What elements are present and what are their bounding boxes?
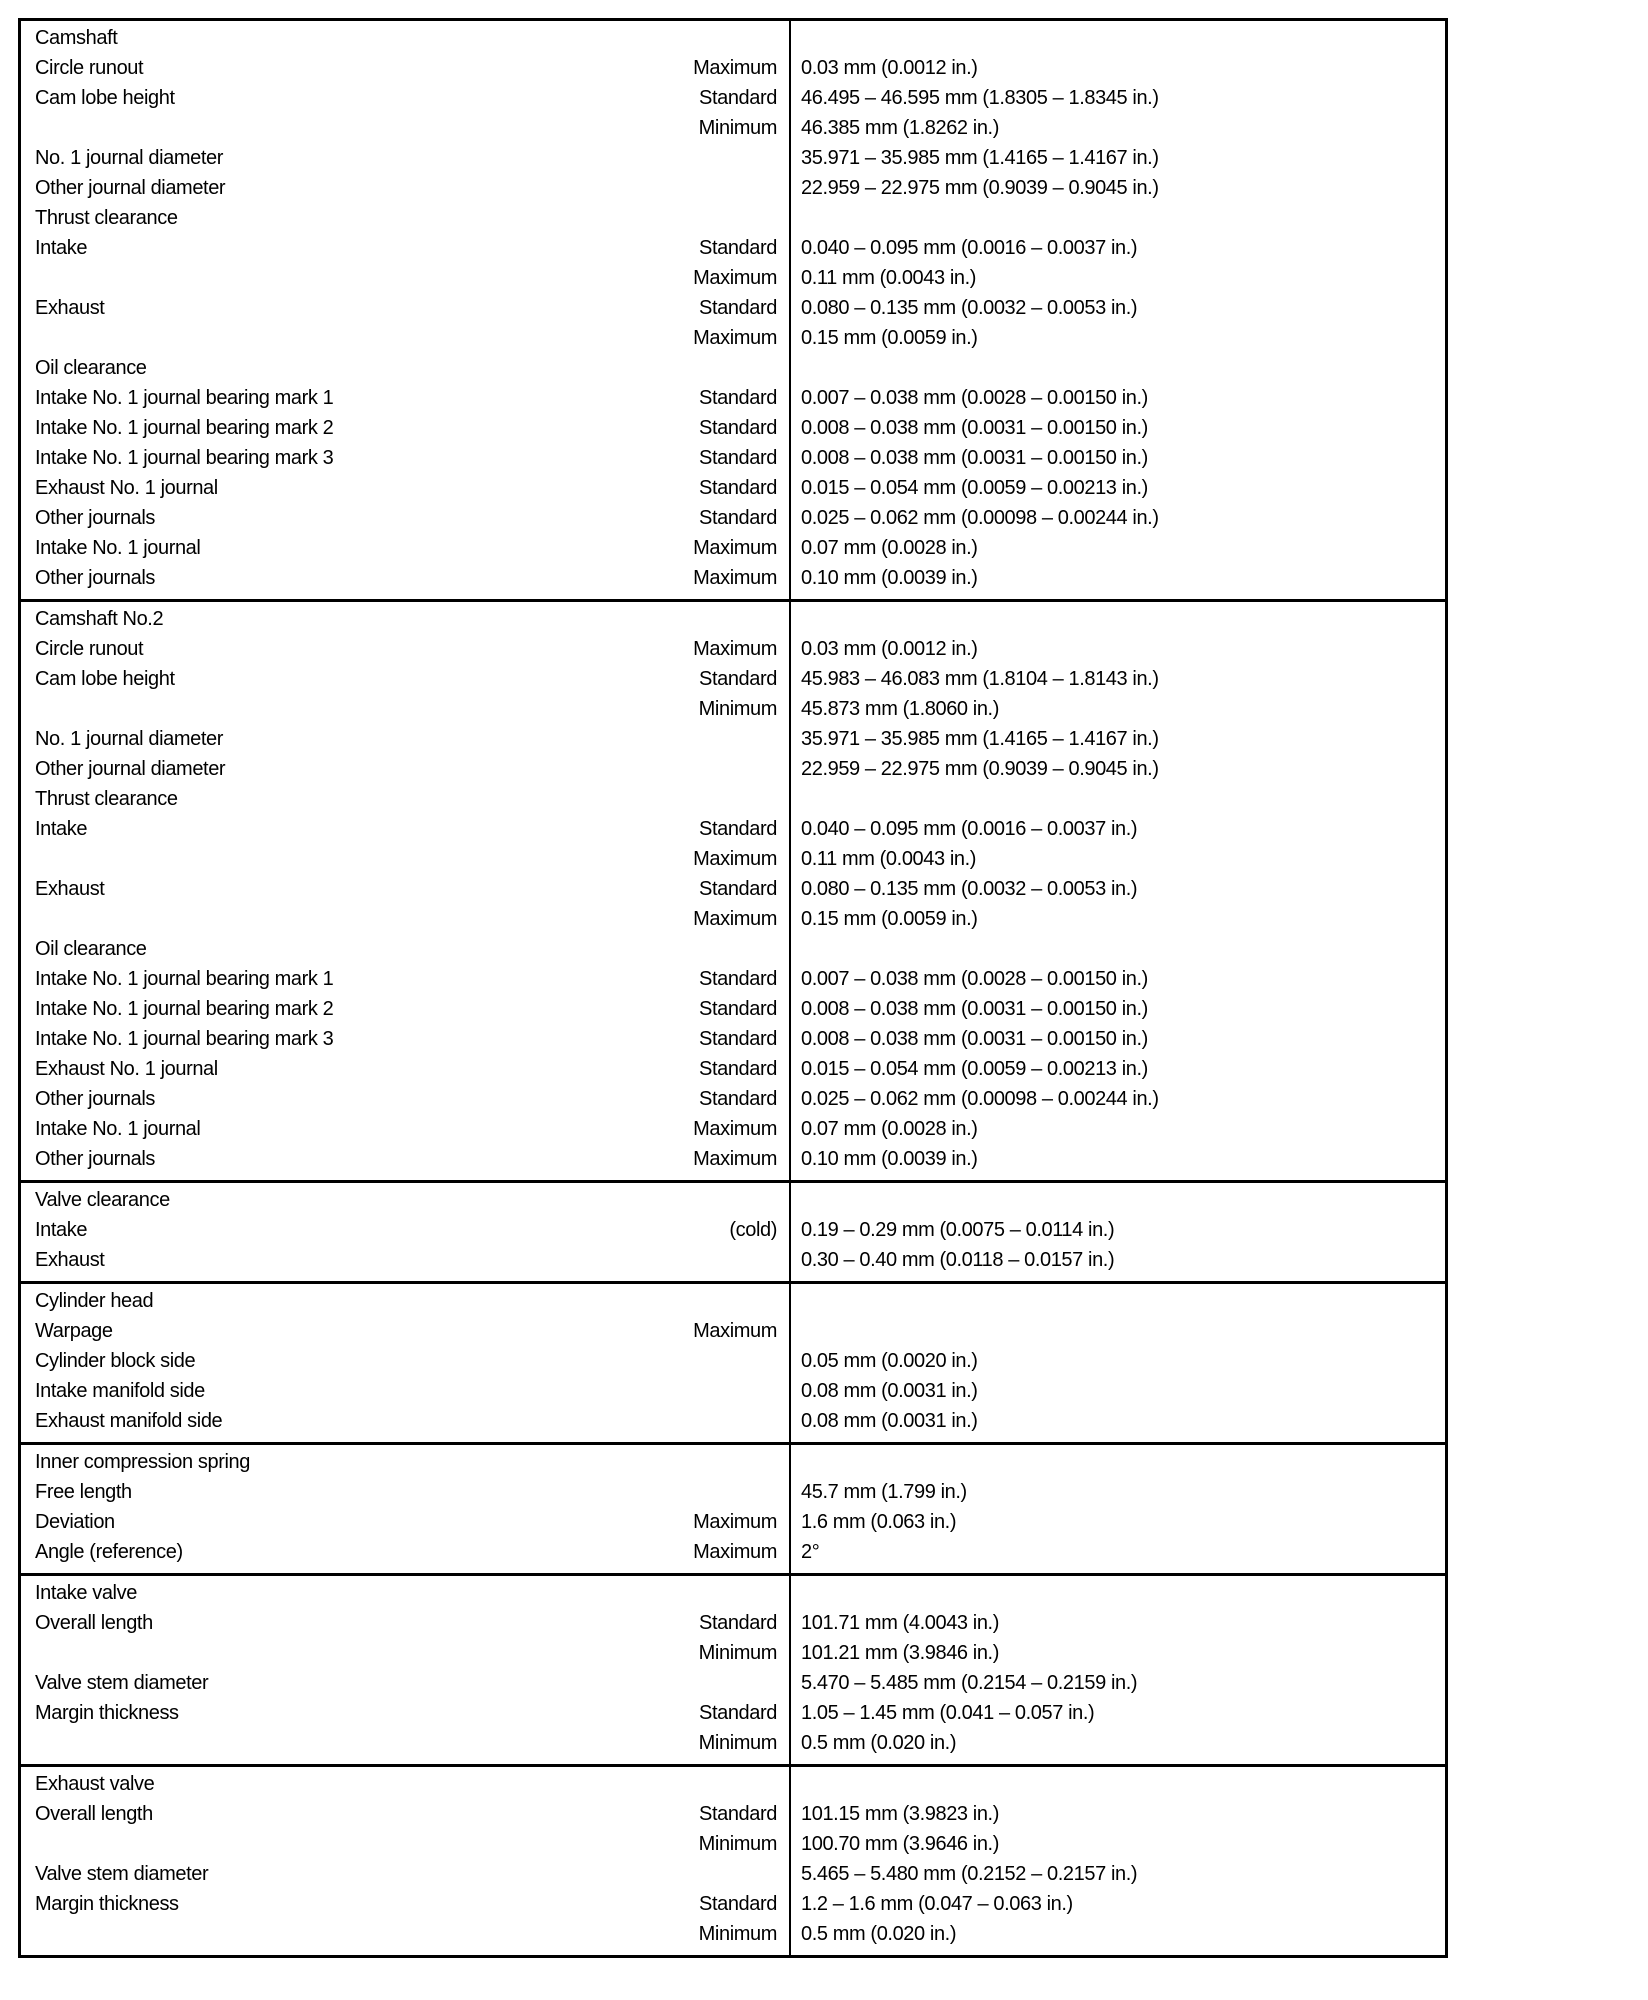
spec-value: 0.5 mm (0.020 in.) [801, 1732, 957, 1754]
spec-row [35, 203, 779, 233]
spec-row [35, 1024, 779, 1054]
spec-row [35, 994, 779, 1024]
spec-row [35, 634, 779, 664]
spec-qualifier: Standard [699, 237, 777, 259]
spec-row [35, 964, 779, 994]
spec-qualifier: Maximum [693, 848, 777, 870]
spec-row [35, 1829, 779, 1859]
spec-label: Overall length [35, 1803, 153, 1825]
spec-label: Other journals [35, 567, 156, 589]
spec-qualifier: Maximum [693, 1511, 777, 1533]
spec-value: 35.971 – 35.985 mm (1.4165 – 1.4167 in.) [801, 728, 1159, 750]
spec-value: 0.040 – 0.095 mm (0.0016 – 0.0037 in.) [801, 818, 1138, 840]
spec-value: 0.040 – 0.095 mm (0.0016 – 0.0037 in.) [801, 237, 1138, 259]
spec-row [35, 1919, 779, 1949]
spec-row [35, 53, 779, 83]
spec-value [801, 604, 1437, 634]
spec-row [35, 874, 779, 904]
item-column [21, 1767, 791, 1955]
spec-qualifier: Maximum [693, 638, 777, 660]
value-column [791, 1767, 1445, 1955]
spec-qualifier: Standard [699, 1893, 777, 1915]
spec-value: 35.971 – 35.985 mm (1.4165 – 1.4167 in.) [801, 147, 1159, 169]
spec-label: Other journal diameter [35, 177, 226, 199]
spec-row [35, 1537, 779, 1567]
spec-label: Intake [35, 1219, 88, 1241]
spec-row [35, 533, 779, 563]
spec-label: Cam lobe height [35, 668, 175, 690]
spec-qualifier: Maximum [693, 57, 777, 79]
spec-qualifier: Minimum [698, 1642, 777, 1664]
spec-row [35, 1859, 779, 1889]
spec-label: Other journals [35, 507, 156, 529]
spec-qualifier: Standard [699, 1612, 777, 1634]
spec-row [35, 1376, 779, 1406]
spec-value: 45.983 – 46.083 mm (1.8104 – 1.8143 in.) [801, 668, 1159, 690]
spec-row [35, 754, 779, 784]
spec-row [35, 1054, 779, 1084]
spec-qualifier: Maximum [693, 537, 777, 559]
spec-value: 0.015 – 0.054 mm (0.0059 – 0.00213 in.) [801, 1058, 1148, 1080]
spec-value: 0.10 mm (0.0039 in.) [801, 1148, 978, 1170]
spec-value [801, 1286, 1437, 1316]
spec-qualifier: Standard [699, 1088, 777, 1110]
spec-label: Valve stem diameter [35, 1672, 209, 1694]
spec-row [35, 323, 779, 353]
spec-table [18, 18, 1448, 1958]
spec-qualifier: Maximum [693, 567, 777, 589]
spec-row [35, 1346, 779, 1376]
spec-row [35, 413, 779, 443]
spec-value: 0.03 mm (0.0012 in.) [801, 638, 978, 660]
spec-section [21, 1284, 1445, 1445]
spec-row [35, 83, 779, 113]
spec-label: Exhaust [35, 297, 105, 319]
spec-label: Intake No. 1 journal bearing mark 2 [35, 417, 334, 439]
spec-qualifier: Minimum [698, 1833, 777, 1855]
spec-row [35, 1084, 779, 1114]
spec-row [35, 1799, 779, 1829]
spec-qualifier [777, 1477, 779, 1507]
spec-row [35, 604, 779, 634]
spec-row [35, 1608, 779, 1638]
spec-qualifier [777, 143, 779, 173]
spec-value: 0.080 – 0.135 mm (0.0032 – 0.0053 in.) [801, 297, 1138, 319]
spec-label: Exhaust No. 1 journal [35, 477, 218, 499]
spec-row [35, 1769, 779, 1799]
spec-value [801, 1447, 1437, 1477]
spec-value [801, 1316, 1437, 1346]
spec-qualifier: Standard [699, 387, 777, 409]
spec-label: Intake valve [35, 1582, 137, 1604]
spec-qualifier: Standard [699, 878, 777, 900]
spec-label: Camshaft [35, 27, 118, 49]
spec-label: Intake No. 1 journal bearing mark 3 [35, 1028, 334, 1050]
spec-value: 0.08 mm (0.0031 in.) [801, 1410, 978, 1432]
spec-row [35, 1578, 779, 1608]
spec-value [801, 1578, 1437, 1608]
spec-value [801, 23, 1437, 53]
spec-qualifier: Maximum [693, 908, 777, 930]
value-column [791, 1576, 1445, 1764]
spec-label: Thrust clearance [35, 788, 178, 810]
spec-label: Circle runout [35, 638, 144, 660]
spec-row [35, 1638, 779, 1668]
spec-value: 0.008 – 0.038 mm (0.0031 – 0.00150 in.) [801, 447, 1148, 469]
spec-label: Exhaust valve [35, 1773, 155, 1795]
spec-label: Cylinder block side [35, 1350, 196, 1372]
spec-row [35, 664, 779, 694]
spec-label: Oil clearance [35, 357, 147, 379]
spec-row [35, 1245, 779, 1275]
spec-qualifier: Standard [699, 998, 777, 1020]
spec-value: 0.08 mm (0.0031 in.) [801, 1380, 978, 1402]
item-column [21, 1284, 791, 1442]
spec-qualifier: Standard [699, 968, 777, 990]
spec-value [801, 934, 1437, 964]
spec-qualifier: Minimum [698, 1732, 777, 1754]
spec-value: 0.007 – 0.038 mm (0.0028 – 0.00150 in.) [801, 387, 1148, 409]
value-column [791, 602, 1445, 1180]
spec-value: 0.007 – 0.038 mm (0.0028 – 0.00150 in.) [801, 968, 1148, 990]
spec-value: 2° [801, 1541, 820, 1563]
spec-label: Overall length [35, 1612, 153, 1634]
spec-label: Circle runout [35, 57, 144, 79]
spec-label: Intake No. 1 journal bearing mark 3 [35, 447, 334, 469]
spec-section [21, 602, 1445, 1183]
item-column [21, 1183, 791, 1281]
spec-row [35, 1668, 779, 1698]
spec-row [35, 784, 779, 814]
spec-label: Oil clearance [35, 938, 147, 960]
spec-row [35, 814, 779, 844]
spec-row [35, 563, 779, 593]
spec-qualifier [777, 604, 779, 634]
spec-value: 0.080 – 0.135 mm (0.0032 – 0.0053 in.) [801, 878, 1138, 900]
spec-row [35, 934, 779, 964]
spec-value: 0.11 mm (0.0043 in.) [801, 848, 977, 870]
spec-value: 46.385 mm (1.8262 in.) [801, 117, 999, 139]
spec-qualifier: Standard [699, 477, 777, 499]
spec-row [35, 1316, 779, 1346]
spec-value: 0.15 mm (0.0059 in.) [801, 327, 978, 349]
spec-qualifier: Standard [699, 447, 777, 469]
spec-qualifier: Maximum [693, 1148, 777, 1170]
spec-label: Exhaust [35, 1249, 105, 1271]
spec-section [21, 1183, 1445, 1284]
spec-label: Angle (reference) [35, 1541, 183, 1563]
spec-qualifier: Standard [699, 87, 777, 109]
spec-value: 5.470 – 5.485 mm (0.2154 – 0.2159 in.) [801, 1672, 1138, 1694]
spec-label: Valve clearance [35, 1189, 170, 1211]
spec-row [35, 1215, 779, 1245]
spec-value [801, 784, 1437, 814]
item-column [21, 1576, 791, 1764]
spec-qualifier: Standard [699, 1803, 777, 1825]
spec-section [21, 1576, 1445, 1767]
spec-label: Other journals [35, 1088, 156, 1110]
spec-qualifier [777, 1668, 779, 1698]
spec-qualifier [777, 1447, 779, 1477]
spec-value: 45.873 mm (1.8060 in.) [801, 698, 999, 720]
value-column [791, 1284, 1445, 1442]
spec-label: Exhaust [35, 878, 105, 900]
spec-row [35, 1144, 779, 1174]
spec-row [35, 233, 779, 263]
spec-value: 45.7 mm (1.799 in.) [801, 1481, 967, 1503]
spec-section [21, 21, 1445, 602]
value-column [791, 21, 1445, 599]
spec-qualifier: Maximum [693, 1118, 777, 1140]
spec-qualifier [777, 1346, 779, 1376]
spec-row [35, 1185, 779, 1215]
spec-qualifier: Standard [699, 818, 777, 840]
spec-label: No. 1 journal diameter [35, 147, 223, 169]
spec-qualifier [777, 353, 779, 383]
spec-row [35, 1406, 779, 1436]
spec-label: Intake No. 1 journal [35, 537, 201, 559]
spec-label: Other journals [35, 1148, 156, 1170]
spec-value: 22.959 – 22.975 mm (0.9039 – 0.9045 in.) [801, 177, 1159, 199]
spec-value: 0.015 – 0.054 mm (0.0059 – 0.00213 in.) [801, 477, 1148, 499]
spec-row [35, 113, 779, 143]
spec-value: 5.465 – 5.480 mm (0.2152 – 0.2157 in.) [801, 1863, 1138, 1885]
spec-qualifier: Standard [699, 417, 777, 439]
spec-qualifier [777, 1245, 779, 1275]
spec-value: 1.6 mm (0.063 in.) [801, 1511, 957, 1533]
spec-row [35, 1728, 779, 1758]
spec-row [35, 473, 779, 503]
spec-value: 0.025 – 0.062 mm (0.00098 – 0.00244 in.) [801, 507, 1159, 529]
spec-value: 0.5 mm (0.020 in.) [801, 1923, 957, 1945]
spec-row [35, 694, 779, 724]
spec-label: Inner compression spring [35, 1451, 250, 1473]
spec-qualifier [777, 934, 779, 964]
spec-value: 1.05 – 1.45 mm (0.041 – 0.057 in.) [801, 1702, 1095, 1724]
spec-qualifier: (cold) [729, 1219, 777, 1241]
spec-label: Intake [35, 818, 88, 840]
spec-value [801, 1185, 1437, 1215]
spec-qualifier: Maximum [693, 1320, 777, 1342]
spec-row [35, 503, 779, 533]
spec-qualifier [777, 23, 779, 53]
spec-qualifier [777, 1376, 779, 1406]
spec-value: 0.008 – 0.038 mm (0.0031 – 0.00150 in.) [801, 417, 1148, 439]
spec-qualifier: Maximum [693, 327, 777, 349]
spec-label: Cam lobe height [35, 87, 175, 109]
spec-value: 0.008 – 0.038 mm (0.0031 – 0.00150 in.) [801, 1028, 1148, 1050]
spec-section [21, 1445, 1445, 1576]
spec-qualifier [777, 1859, 779, 1889]
spec-value: 22.959 – 22.975 mm (0.9039 – 0.9045 in.) [801, 758, 1159, 780]
spec-label: Warpage [35, 1320, 113, 1342]
spec-label: Intake No. 1 journal [35, 1118, 201, 1140]
spec-label: Other journal diameter [35, 758, 226, 780]
spec-value: 1.2 – 1.6 mm (0.047 – 0.063 in.) [801, 1893, 1073, 1915]
spec-value: 101.71 mm (4.0043 in.) [801, 1612, 999, 1634]
spec-row [35, 904, 779, 934]
spec-row [35, 1698, 779, 1728]
spec-qualifier [777, 1406, 779, 1436]
spec-row [35, 263, 779, 293]
value-column [791, 1183, 1445, 1281]
spec-qualifier [777, 724, 779, 754]
spec-qualifier: Minimum [698, 117, 777, 139]
spec-label: Intake [35, 237, 88, 259]
spec-label: Margin thickness [35, 1893, 179, 1915]
spec-label: Exhaust manifold side [35, 1410, 223, 1432]
spec-value: 0.11 mm (0.0043 in.) [801, 267, 977, 289]
spec-label: No. 1 journal diameter [35, 728, 223, 750]
spec-row [35, 844, 779, 874]
spec-qualifier: Maximum [693, 267, 777, 289]
spec-value: 0.30 – 0.40 mm (0.0118 – 0.0157 in.) [801, 1249, 1115, 1271]
spec-row [35, 143, 779, 173]
spec-row [35, 443, 779, 473]
item-column [21, 21, 791, 599]
spec-qualifier: Minimum [698, 1923, 777, 1945]
spec-qualifier [777, 754, 779, 784]
spec-qualifier: Minimum [698, 698, 777, 720]
spec-value: 100.70 mm (3.9646 in.) [801, 1833, 999, 1855]
spec-row [35, 1286, 779, 1316]
spec-qualifier [777, 1578, 779, 1608]
spec-qualifier: Standard [699, 507, 777, 529]
spec-label: Exhaust No. 1 journal [35, 1058, 218, 1080]
spec-qualifier: Maximum [693, 1541, 777, 1563]
spec-value: 0.025 – 0.062 mm (0.00098 – 0.00244 in.) [801, 1088, 1159, 1110]
spec-row [35, 293, 779, 323]
spec-row [35, 1447, 779, 1477]
spec-row [35, 383, 779, 413]
spec-label: Intake No. 1 journal bearing mark 1 [35, 387, 334, 409]
spec-row [35, 1889, 779, 1919]
spec-label: Deviation [35, 1511, 115, 1533]
spec-section [21, 1767, 1445, 1958]
spec-qualifier: Standard [699, 297, 777, 319]
spec-qualifier: Standard [699, 1702, 777, 1724]
item-column [21, 602, 791, 1180]
spec-qualifier [777, 1185, 779, 1215]
spec-label: Intake No. 1 journal bearing mark 2 [35, 998, 334, 1020]
spec-qualifier [777, 203, 779, 233]
spec-qualifier [777, 1769, 779, 1799]
spec-qualifier [777, 784, 779, 814]
spec-value: 101.21 mm (3.9846 in.) [801, 1642, 999, 1664]
spec-qualifier: Standard [699, 1028, 777, 1050]
spec-value: 0.05 mm (0.0020 in.) [801, 1350, 978, 1372]
spec-label: Cylinder head [35, 1290, 154, 1312]
spec-value: 0.07 mm (0.0028 in.) [801, 1118, 978, 1140]
spec-qualifier: Standard [699, 668, 777, 690]
spec-label: Intake No. 1 journal bearing mark 1 [35, 968, 334, 990]
item-column [21, 1445, 791, 1573]
spec-value: 0.15 mm (0.0059 in.) [801, 908, 978, 930]
spec-row [35, 353, 779, 383]
spec-value: 0.10 mm (0.0039 in.) [801, 567, 978, 589]
spec-label: Margin thickness [35, 1702, 179, 1724]
spec-row [35, 1114, 779, 1144]
spec-value: 46.495 – 46.595 mm (1.8305 – 1.8345 in.) [801, 87, 1159, 109]
spec-label: Thrust clearance [35, 207, 178, 229]
spec-qualifier [777, 173, 779, 203]
spec-value [801, 203, 1437, 233]
spec-label: Camshaft No.2 [35, 608, 164, 630]
spec-value [801, 1769, 1437, 1799]
spec-label: Intake manifold side [35, 1380, 205, 1402]
spec-value: 0.19 – 0.29 mm (0.0075 – 0.0114 in.) [801, 1219, 1115, 1241]
spec-label: Valve stem diameter [35, 1863, 209, 1885]
spec-row [35, 1507, 779, 1537]
spec-value: 101.15 mm (3.9823 in.) [801, 1803, 999, 1825]
spec-value: 0.008 – 0.038 mm (0.0031 – 0.00150 in.) [801, 998, 1148, 1020]
spec-row [35, 173, 779, 203]
spec-row [35, 724, 779, 754]
value-column [791, 1445, 1445, 1573]
spec-qualifier [777, 1286, 779, 1316]
spec-label: Free length [35, 1481, 132, 1503]
spec-value [801, 353, 1437, 383]
spec-value: 0.03 mm (0.0012 in.) [801, 57, 978, 79]
spec-row [35, 1477, 779, 1507]
spec-value: 0.07 mm (0.0028 in.) [801, 537, 978, 559]
spec-qualifier: Standard [699, 1058, 777, 1080]
spec-row [35, 23, 779, 53]
